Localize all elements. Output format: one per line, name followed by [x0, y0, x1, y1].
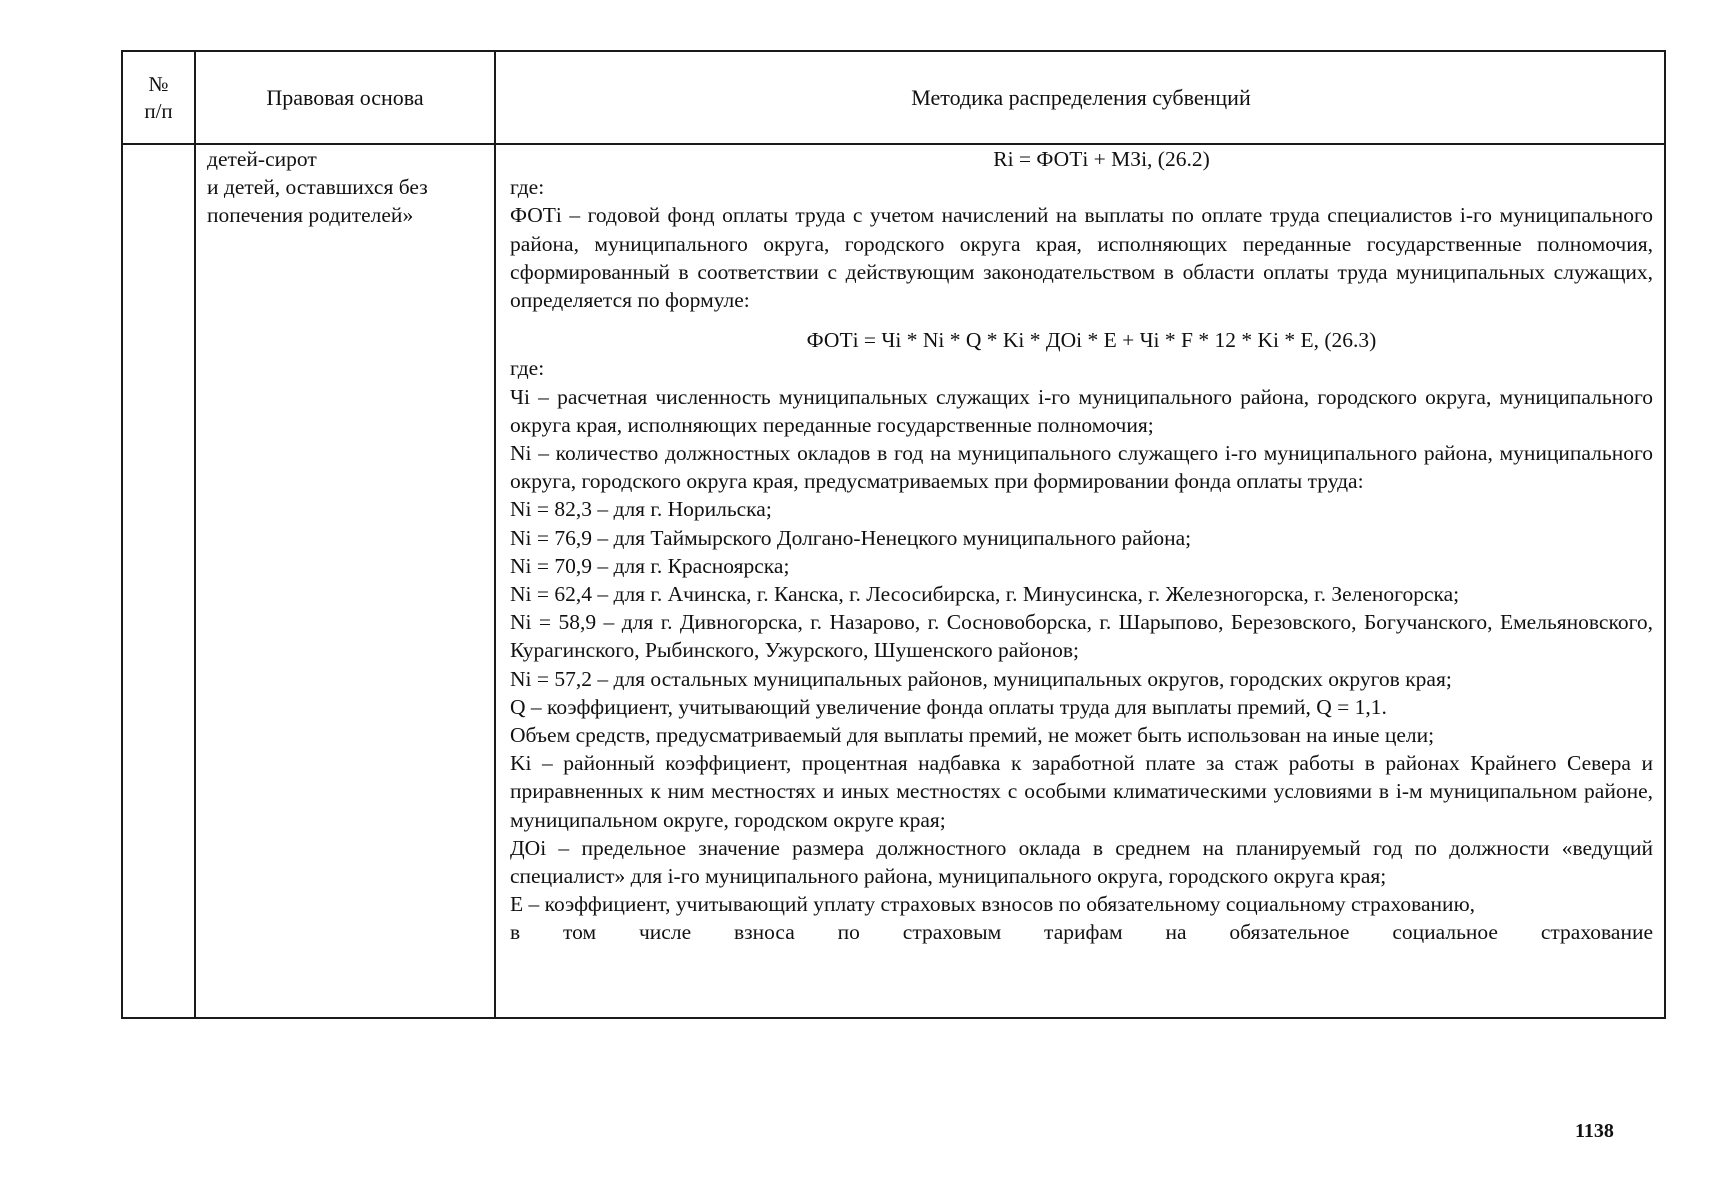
header-number — [123, 52, 194, 143]
header-methodology: Методика распределения субвенций — [911, 84, 1251, 110]
header-number-symbol: № — [148, 71, 169, 96]
methodology-cell — [510, 145, 1653, 947]
paragraph-ki: Ki – районный коэффициент, процентная надбавка к заработной плате за стаж работы в районах Крайнего Севера и приравненных к ним местностях и иных местностях с особыми климатическими условиями в i-м муниципальном районе, муниципальном округе, городском округе края; — [510, 751, 1653, 832]
paragraph-e: Е – коэффициент, учитывающий уплату страховых взносов по обязательному социальному страхованию, — [510, 892, 1476, 917]
paragraph-ni: Ni – количество должностных окладов в год на муниципального служащего i-го муниципального района, муниципального округа, городского округа края, предусматриваемых при формировании фонда оплаты труда: — [510, 441, 1653, 494]
ni-value-item: Ni = 82,3 – для г. Норильска; — [510, 497, 772, 522]
formula-26-2: Ri = ФОТi + МЗi, (26.2) — [993, 147, 1210, 171]
legal-basis-line: детей-сирот — [207, 147, 317, 171]
paragraph-doi: ДОi – предельное значение размера должностного оклада в среднем на планируемый год по должности «ведущий специалист» для i-го муниципального района, муниципального округа, городского округа края; — [510, 835, 1653, 889]
ni-value-item: Ni = 76,9 – для Таймырского Долгано-Ненецкого муниципального района; — [510, 525, 1192, 550]
legal-basis-cell — [207, 145, 489, 229]
paragraph-premium-volume: Объем средств, предусматриваемый для выплаты премий, не может быть использован на иные цели; — [510, 723, 1435, 748]
ni-value-item: Ni = 57,2 – для остальных муниципальных районов, муниципальных округов, городских округов края; — [510, 666, 1452, 691]
where-label: где: — [510, 356, 545, 381]
legal-basis-line: и детей, оставшихся без — [207, 175, 428, 199]
paragraph-e-continued: в том числе взноса по страховым тарифам на обязательное социальное страхование — [510, 920, 1653, 945]
paragraph-chi: Чi – расчетная численность муниципальных служащих i-го муниципального района, городского округа, муниципального округа края, исполняющих переданные государственные полномочия; — [510, 384, 1653, 437]
ni-value-item: Ni = 70,9 – для г. Красноярска; — [510, 553, 790, 578]
where-label: где: — [510, 175, 545, 200]
paragraph-fot: ФОТi – годовой фонд оплаты труда с учетом начислений на выплаты по оплате труда специалистов i-го муниципального района, муниципального округа, городского округа края, исполняющих переданные государственные полномочия, сформированный в соответствии с действующим законодательством в области оплаты труда муниципальных служащих, определяется по формуле: — [510, 203, 1653, 313]
column-divider-2 — [494, 52, 496, 1017]
paragraph-q: Q – коэффициент, учитывающий увеличение фонда оплаты труда для выплаты премий, Q = 1,1. — [510, 694, 1387, 719]
header-legal-basis: Правовая основа — [266, 84, 424, 110]
column-divider-1 — [194, 52, 196, 1017]
header-number-abbr: п/п — [144, 98, 173, 123]
formula-26-3: ФОТi = Чi * Ni * Q * Ki * ДОi * Е + Чi * F * 12 * Ki * Е, (26.3) — [806, 328, 1377, 353]
ni-value-item: Ni = 62,4 – для г. Ачинска, г. Канска, г. Лесосибирска, г. Минусинска, г. Железногорска, г. Зеленогорска; — [510, 582, 1460, 607]
ni-value-item: Ni = 58,9 – для г. Дивногорска, г. Назарово, г. Сосновоборска, г. Шарыпово, Березовского, Богучанского, Емельяновского, Курагинского, Рыбинского, Ужурского, Шушенского районов; — [510, 610, 1653, 663]
legal-basis-line: попечения родителей» — [207, 203, 414, 227]
page-number: 1138 — [1575, 1120, 1614, 1142]
subvention-table — [121, 50, 1666, 1019]
